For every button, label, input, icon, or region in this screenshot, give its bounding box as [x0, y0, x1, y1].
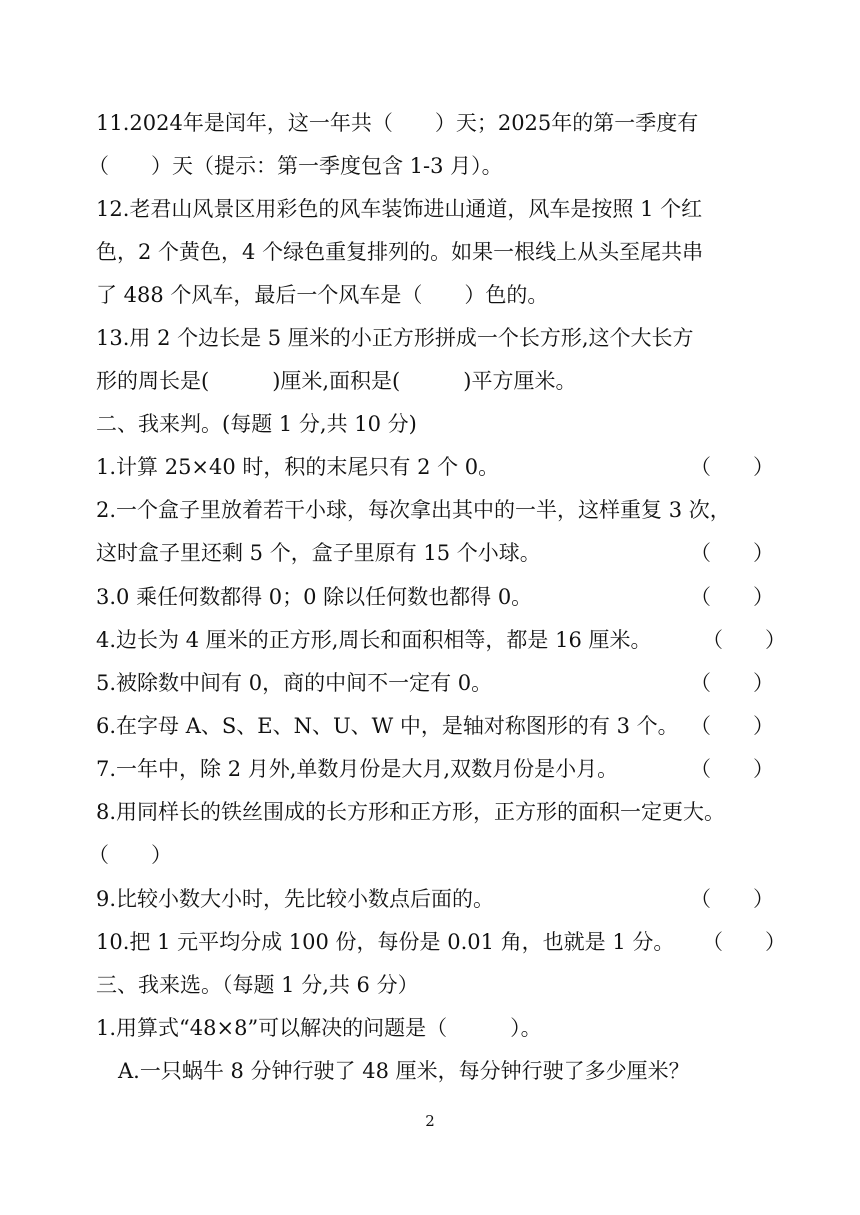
answer-paren: （ ） — [690, 455, 774, 479]
choice-1: 1.用算式“48×8”可以解决的问题是（ ）。 — [96, 1016, 542, 1040]
section-3-heading: 三、我来选。（每题 1 分,共 6 分） — [96, 973, 419, 997]
judge-1: 1.计算 25×40 时，积的末尾只有 2 个 0。 （ ） — [96, 452, 790, 482]
judge-9: 9.比较小数大小时，先比较小数点后面的。 （ ） — [96, 884, 790, 914]
judge-6: 6.在字母 A、S、E、N、U、W 中，是轴对称图形的有 3 个。 （ ） — [96, 711, 790, 741]
answer-paren: （ ） — [690, 671, 774, 695]
question-12-line-3: 了 488 个风车，最后一个风车是（ ）色的。 — [96, 283, 549, 307]
judge-7: 7.一年中，除 2 月外,单数月份是大月,双数月份是小月。 （ ） — [96, 754, 790, 784]
answer-paren: （ ） — [690, 541, 774, 565]
question-13-line-2: 形的周长是( )厘米,面积是( )平方厘米。 — [96, 369, 577, 393]
judge-2-line-1: 2.一个盒子里放着若干小球，每次拿出其中的一半，这样重复 3 次， — [96, 498, 731, 522]
answer-paren: （ ） — [690, 585, 774, 609]
answer-paren: （ ） — [690, 757, 774, 781]
answer-paren: （ ） — [690, 887, 774, 911]
question-13-line-1: 13.用 2 个边长是 5 厘米的小正方形拼成一个长方形,这个大长方 — [96, 326, 694, 350]
answer-paren: （ ） — [702, 930, 786, 954]
judge-8-line-1: 8.用同样长的铁丝围成的长方形和正方形，正方形的面积一定更大。 — [96, 800, 726, 824]
judge-5: 5.被除数中间有 0，商的中间不一定有 0。 （ ） — [96, 668, 790, 698]
question-12-line-1: 12.老君山风景区用彩色的风车装饰进山通道，风车是按照 1 个红 — [96, 197, 703, 221]
judge-3: 3.0 乘任何数都得 0；0 除以任何数也都得 0。 （ ） — [96, 582, 790, 612]
judge-4: 4.边长为 4 厘米的正方形,周长和面积相等，都是 16 厘米。 （ ） — [96, 625, 790, 655]
question-11-line-1: 11.2024年是闰年，这一年共（ ）天；2025年的第一季度有 — [96, 111, 699, 135]
question-11-line-2: （ ）天（提示：第一季度包含 1-3 月）。 — [88, 154, 503, 178]
answer-paren: （ ） — [690, 714, 774, 738]
answer-paren: （ ） — [88, 843, 172, 867]
answer-paren: （ ） — [702, 628, 786, 652]
page-number: 2 — [425, 1112, 435, 1130]
choice-1-option-a: A.一只蜗牛 8 分钟行驶了 48 厘米，每分钟行驶了多少厘米？ — [118, 1059, 690, 1083]
judge-10: 10.把 1 元平均分成 100 份，每份是 0.01 角，也就是 1 分。 （ ） — [96, 927, 790, 957]
judge-2-line-2: 这时盒子里还剩 5 个，盒子里原有 15 个小球。 （ ） — [96, 538, 790, 568]
section-2-heading: 二、我来判。(每题 1 分,共 10 分) — [96, 412, 417, 436]
question-12-line-2: 色，2 个黄色，4 个绿色重复排列的。如果一根线上从头至尾共串 — [96, 240, 704, 264]
